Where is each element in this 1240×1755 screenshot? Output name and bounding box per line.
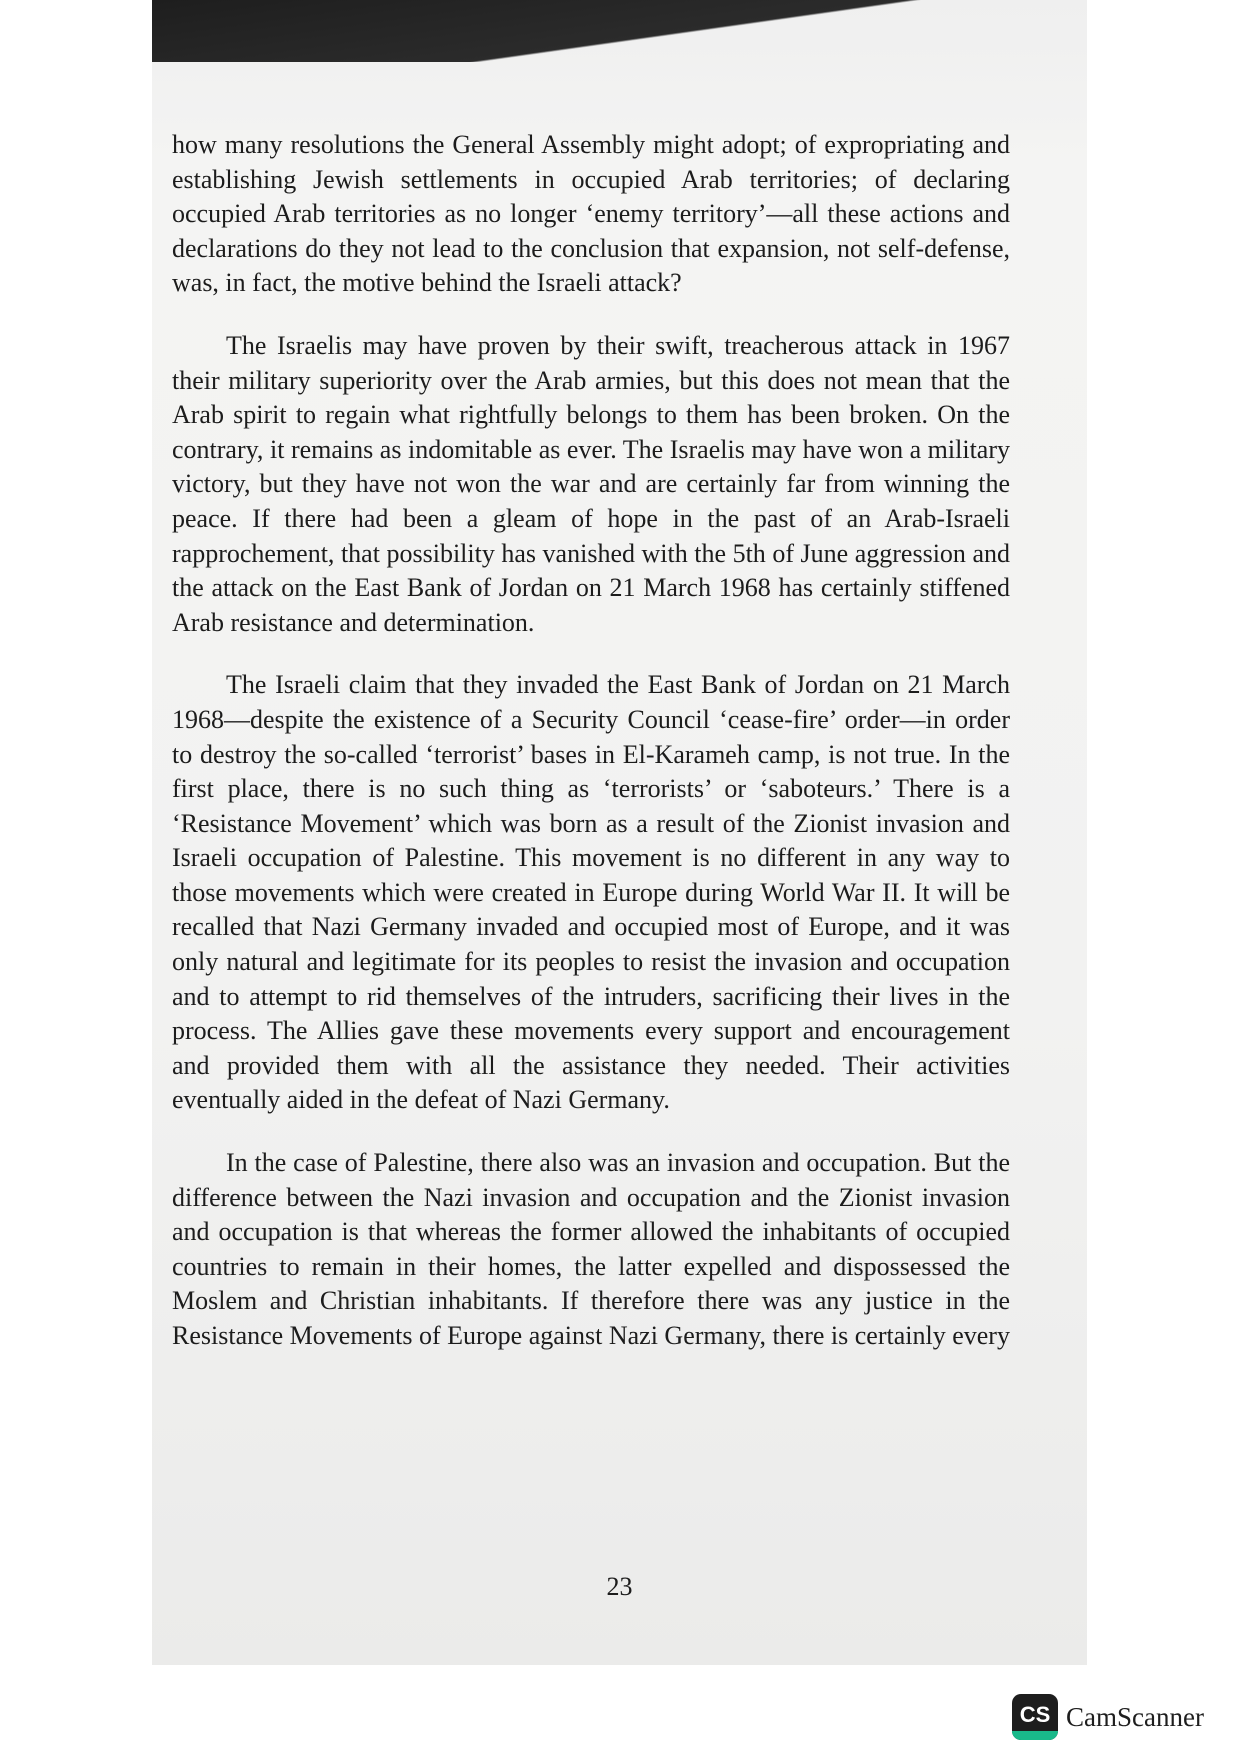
cs-logo-text: CS xyxy=(1019,1702,1051,1727)
paragraph-2: The Israelis may have proven by their swift, treacherous attack in 1967 their military superiority over the Arab armies, but this does not mean that the Arab spirit to regain what rightfully belongs to them has been broken. On the contrary, it remains as indomitable as ever. The Israelis may have won a military victory, but they have not won the war and are certainly far from winning the peace. If there had been a gleam of hope in the past of an Arab-Israeli rapprochement, that possibility has vanished with the 5th of June aggression and the attack on the East Bank of Jordan on 21 March 1968 has certainly stiffened Arab resistance and determination. xyxy=(172,330,1010,637)
cs-logo-lettering xyxy=(1016,1701,1054,1727)
camscanner-logo-icon xyxy=(1012,1694,1058,1740)
page-number: 23 xyxy=(606,1572,633,1601)
camscanner-brand-name: CamScanner xyxy=(1066,1701,1204,1732)
scanned-page xyxy=(152,0,1087,1665)
paragraph-1: how many resolutions the General Assembly might adopt; of expropriating and establishing Jewish settlements in occupied Arab territories; of declaring occupied Arab territories as no longer ‘enemy territory’—all these actions and declarations do they not lead to the conclusion that expansion, not self-defense, was, in fact, the motive behind the Israeli attack? xyxy=(172,130,1010,298)
page-edge-shadow xyxy=(152,0,1087,62)
paragraph-4: In the case of Palestine, there also was an invasion and occupation. But the difference between the Nazi invasion and occupation and the Zionist invasion and occupation is that whereas the former allowed the inhabitants of occupied countries to remain in their homes, the latter expelled and dispossessed the Moslem and Christian inhabitants. If therefore there was any justice in the Resistance Movements of Europe against Nazi Germany, there is certainly every xyxy=(172,1148,1010,1350)
paragraph-3: The Israeli claim that they invaded the East Bank of Jordan on 21 March 1968—despite the existence of a Security Council ‘cease-fire’ order—in order to destroy the so-called ‘terrorist’ bases in El-Karameh camp, is not true. In the first place, there is no such thing as ‘terrorists’ or ‘saboteurs.’ There is a ‘Resistance Movement’ which was born as a result of the Zionist invasion and Israeli occupation of Palestine. This movement is no different in any way to those movements which were created in Europe during World War II. It will be recalled that Nazi Germany invaded and occupied most of Europe, and it was only natural and legitimate for its peoples to resist the invasion and occupation and to attempt to rid themselves of the intruders, sacrificing their lives in the process. The Allies gave these movements every support and encouragement and provided them with all the assistance they needed. Their activities eventually aided in the defeat of Nazi Germany. xyxy=(172,670,1010,1115)
camscanner-watermark xyxy=(1012,1694,1204,1740)
page-body xyxy=(172,128,1010,1382)
